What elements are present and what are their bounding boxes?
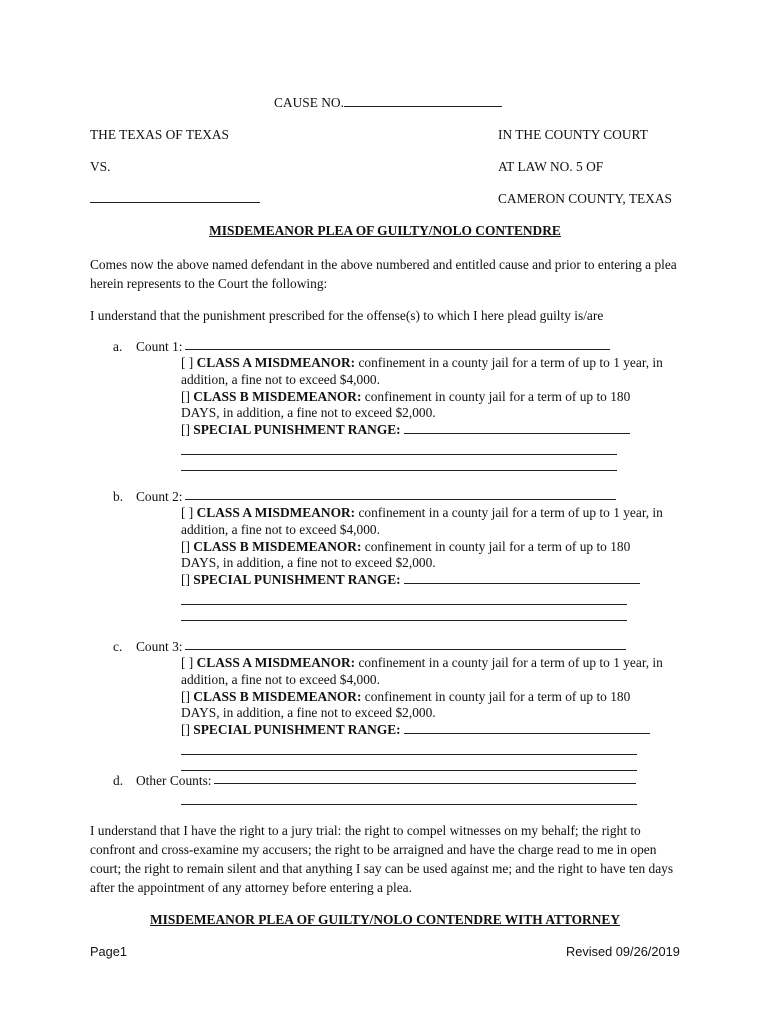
class-b-option[interactable]: [] CLASS B MISDEMEANOR: confinement in county jail for a term of up to 180 [181, 388, 631, 404]
rights-paragraph: I understand that I have the right to a jury trial: the right to compel witnesses on my behalf; the right to confront and cross-examine my accusers; the right to be arraigned and have the charge read to me in open court; the right to remain silent and that anything I say can be used against me; and the right to have ten days after the appointment of any attorney before entering a plea. [90, 823, 674, 895]
other-counts-letter: d. [113, 773, 124, 788]
class-a-option[interactable]: [ ] CLASS A MISDMEANOR: confinement in a county jail for a term of up to 1 year, in [181, 355, 663, 370]
count-2-options [181, 505, 693, 621]
court-line-2: AT LAW NO. 5 OF [498, 159, 604, 174]
versus-label: VS. [90, 159, 111, 174]
section-title-with-attorney: MISDEMEANOR PLEA OF GUILTY/NOLO CONTENDRE WITH ATTORNEY [150, 912, 620, 927]
punishment-intro: I understand that the punishment prescribed for the offense(s) to which I here plead guilty is/are [90, 308, 604, 323]
class-a-option-cont: addition, a fine not to exceed $4,000. [181, 671, 380, 687]
intro-paragraph: Comes now the above named defendant in the above numbered and entitled cause and prior to entering a plea herein represents to the Court the following: [90, 257, 677, 291]
class-a-option-cont: addition, a fine not to exceed $4,000. [181, 371, 380, 387]
other-counts-block [113, 772, 693, 805]
count-1-block [113, 338, 693, 471]
count-3-field[interactable] [185, 638, 626, 650]
count-letter: a. [113, 339, 123, 354]
class-b-option-cont: DAYS, in addition, a fine not to exceed $2,000. [181, 405, 436, 421]
page-number: Page1 [90, 944, 128, 959]
count-letter: b. [113, 489, 124, 504]
class-b-option[interactable]: [] CLASS B MISDEMEANOR: confinement in county jail for a term of up to 180 [181, 688, 631, 704]
class-a-option[interactable]: [ ] CLASS A MISDMEANOR: confinement in a county jail for a term of up to 1 year, in [181, 655, 663, 670]
court-line-3: CAMERON COUNTY, TEXAS [498, 191, 672, 206]
special-range-option[interactable]: [] SPECIAL PUNISHMENT RANGE: [181, 572, 693, 589]
other-counts-field[interactable] [214, 772, 636, 784]
special-range-line[interactable] [181, 605, 627, 621]
cause-number-line [274, 95, 502, 111]
special-range-blank[interactable] [404, 722, 650, 734]
special-range-option[interactable]: [] SPECIAL PUNISHMENT RANGE: [181, 722, 693, 739]
count-3-block [113, 638, 693, 771]
document-title: MISDEMEANOR PLEA OF GUILTY/NOLO CONTENDRE [209, 223, 561, 238]
special-range-line[interactable] [181, 439, 617, 455]
special-range-line[interactable] [181, 755, 637, 771]
count-3-options [181, 655, 693, 771]
cause-number-label: CAUSE NO. [274, 95, 344, 110]
defendant-name-blank[interactable] [90, 191, 260, 203]
count-label: Count 3: [136, 639, 183, 654]
count-1-field[interactable] [185, 338, 610, 350]
revision-date: Revised 09/26/2019 [566, 944, 680, 959]
special-range-line[interactable] [181, 589, 627, 605]
special-range-line[interactable] [181, 739, 637, 755]
count-1-options [181, 355, 693, 471]
other-counts-label: Other Counts: [136, 773, 212, 788]
defendant-name-line[interactable] [90, 191, 260, 207]
class-b-option-cont: DAYS, in addition, a fine not to exceed $2,000. [181, 555, 436, 571]
class-a-option-cont: addition, a fine not to exceed $4,000. [181, 521, 380, 537]
count-label: Count 2: [136, 489, 183, 504]
special-range-blank[interactable] [404, 422, 630, 434]
court-line-1: IN THE COUNTY COURT [498, 127, 648, 142]
count-label: Count 1: [136, 339, 183, 354]
special-range-line[interactable] [181, 455, 617, 471]
class-b-option-cont: DAYS, in addition, a fine not to exceed $2,000. [181, 705, 436, 721]
cause-number-blank[interactable] [344, 95, 502, 107]
special-range-blank[interactable] [404, 572, 640, 584]
left-party: THE TEXAS OF TEXAS [90, 127, 229, 142]
other-counts-extra [181, 789, 693, 805]
count-2-block [113, 488, 693, 621]
class-a-option[interactable]: [ ] CLASS A MISDMEANOR: confinement in a county jail for a term of up to 1 year, in [181, 505, 663, 520]
count-letter: c. [113, 639, 123, 654]
other-counts-line[interactable] [181, 789, 637, 805]
class-b-option[interactable]: [] CLASS B MISDEMEANOR: confinement in county jail for a term of up to 180 [181, 538, 631, 554]
special-range-option[interactable]: [] SPECIAL PUNISHMENT RANGE: [181, 422, 693, 439]
count-2-field[interactable] [185, 488, 616, 500]
